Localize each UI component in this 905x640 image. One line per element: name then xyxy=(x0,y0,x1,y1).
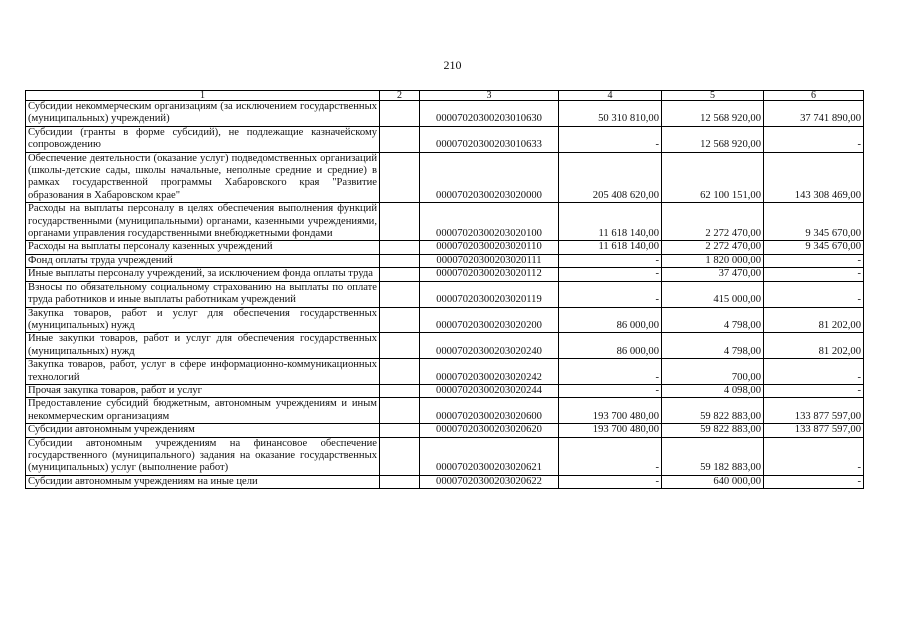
row-value-col4: 193 700 480,00 xyxy=(559,424,662,437)
row-value-col6: - xyxy=(764,359,864,385)
row-value-col4: - xyxy=(559,254,662,267)
page-number: 210 xyxy=(443,58,462,72)
row-code: 00007020300203020100 xyxy=(420,203,559,241)
row-value-col4: - xyxy=(559,359,662,385)
row-value-col6: - xyxy=(764,254,864,267)
row-value-col6: 133 877 597,00 xyxy=(764,398,864,424)
table-row xyxy=(26,254,864,267)
row-code: 00007020300203020600 xyxy=(420,398,559,424)
column-header-4: 4 xyxy=(559,91,662,101)
row-column-2 xyxy=(380,424,420,437)
column-header-6: 6 xyxy=(764,91,864,101)
row-value-col4: 86 000,00 xyxy=(559,333,662,359)
row-description: Закупка товаров, работ, услуг в сфере информационно-коммуникационных технологий xyxy=(26,359,380,385)
row-code: 00007020300203020621 xyxy=(420,437,559,475)
row-value-col6: - xyxy=(764,437,864,475)
row-description: Взносы по обязательному социальному страхованию на выплаты по оплате труда работников и иные выплаты работникам учреждений xyxy=(26,281,380,307)
row-column-2 xyxy=(380,126,420,152)
row-value-col4: - xyxy=(559,475,662,488)
table-row xyxy=(26,475,864,488)
table-row xyxy=(26,333,864,359)
row-description: Субсидии автономным учреждениям xyxy=(26,424,380,437)
row-value-col4: - xyxy=(559,384,662,397)
row-value-col5: 59 822 883,00 xyxy=(662,398,764,424)
table-row xyxy=(26,241,864,254)
row-value-col4: 86 000,00 xyxy=(559,307,662,333)
row-description: Расходы на выплаты персоналу в целях обеспечения выполнения функций государственными (муниципальными) органами, казенными учреждениями, органами управления государственными внебюджетными фондами xyxy=(26,203,380,241)
table-row xyxy=(26,203,864,241)
row-value-col5: 2 272 470,00 xyxy=(662,241,764,254)
row-code: 00007020300203020244 xyxy=(420,384,559,397)
table-row xyxy=(26,307,864,333)
row-value-col6: - xyxy=(764,384,864,397)
row-value-col5: 700,00 xyxy=(662,359,764,385)
budget-table xyxy=(25,90,864,489)
row-description: Субсидии (гранты в форме субсидий), не подлежащие казначейскому сопровождению xyxy=(26,126,380,152)
column-header-5: 5 xyxy=(662,91,764,101)
row-value-col4: 205 408 620,00 xyxy=(559,152,662,203)
row-value-col6: 81 202,00 xyxy=(764,307,864,333)
row-value-col4: 193 700 480,00 xyxy=(559,398,662,424)
row-column-2 xyxy=(380,281,420,307)
row-value-col5: 59 182 883,00 xyxy=(662,437,764,475)
row-description: Предоставление субсидий бюджетным, автономным учреждениям и иным некоммерческим организациям xyxy=(26,398,380,424)
row-value-col4: 11 618 140,00 xyxy=(559,241,662,254)
row-column-2 xyxy=(380,475,420,488)
table-row xyxy=(26,398,864,424)
row-column-2 xyxy=(380,254,420,267)
row-column-2 xyxy=(380,152,420,203)
row-value-col4: 50 310 810,00 xyxy=(559,101,662,127)
row-value-col5: 62 100 151,00 xyxy=(662,152,764,203)
row-column-2 xyxy=(380,384,420,397)
header-row xyxy=(26,91,864,101)
row-description: Расходы на выплаты персоналу казенных учреждений xyxy=(26,241,380,254)
row-value-col6: 9 345 670,00 xyxy=(764,203,864,241)
row-code: 00007020300203020110 xyxy=(420,241,559,254)
row-column-2 xyxy=(380,359,420,385)
row-value-col6: 143 308 469,00 xyxy=(764,152,864,203)
row-code: 00007020300203020000 xyxy=(420,152,559,203)
table-row xyxy=(26,437,864,475)
row-value-col4: - xyxy=(559,268,662,281)
row-value-col5: 2 272 470,00 xyxy=(662,203,764,241)
column-header-3: 3 xyxy=(420,91,559,101)
row-value-col6: 9 345 670,00 xyxy=(764,241,864,254)
row-code: 00007020300203020112 xyxy=(420,268,559,281)
row-description: Субсидии некоммерческим организациям (за исключением государственных (муниципальных) учреждений) xyxy=(26,101,380,127)
row-column-2 xyxy=(380,307,420,333)
table-row xyxy=(26,384,864,397)
column-header-2: 2 xyxy=(380,91,420,101)
row-code: 00007020300203020622 xyxy=(420,475,559,488)
row-value-col5: 37 470,00 xyxy=(662,268,764,281)
row-value-col4: - xyxy=(559,437,662,475)
row-code: 00007020300203010633 xyxy=(420,126,559,152)
row-value-col5: 12 568 920,00 xyxy=(662,101,764,127)
row-description: Обеспечение деятельности (оказание услуг) подведомственных организаций (школы-детские сады, школы начальные, неполные средние и средние) в рамках государственной программы Хабаровского края "Развитие образования в Хабаровском крае" xyxy=(26,152,380,203)
table-row xyxy=(26,126,864,152)
row-column-2 xyxy=(380,203,420,241)
row-value-col5: 4 798,00 xyxy=(662,307,764,333)
table-row xyxy=(26,359,864,385)
row-value-col6: 81 202,00 xyxy=(764,333,864,359)
row-value-col5: 4 098,00 xyxy=(662,384,764,397)
row-description: Иные закупки товаров, работ и услуг для обеспечения государственных (муниципальных) нужд xyxy=(26,333,380,359)
row-description: Фонд оплаты труда учреждений xyxy=(26,254,380,267)
row-column-2 xyxy=(380,333,420,359)
row-value-col5: 415 000,00 xyxy=(662,281,764,307)
table-row xyxy=(26,152,864,203)
row-column-2 xyxy=(380,241,420,254)
row-value-col4: - xyxy=(559,126,662,152)
row-description: Субсидии автономным учреждениям на финансовое обеспечение государственного (муниципального) задания на оказание государственных (муниципальных) услуг (выполнение работ) xyxy=(26,437,380,475)
row-description: Иные выплаты персоналу учреждений, за исключением фонда оплаты труда xyxy=(26,268,380,281)
row-value-col5: 640 000,00 xyxy=(662,475,764,488)
row-code: 00007020300203020620 xyxy=(420,424,559,437)
table-row xyxy=(26,101,864,127)
row-value-col5: 59 822 883,00 xyxy=(662,424,764,437)
row-column-2 xyxy=(380,268,420,281)
row-column-2 xyxy=(380,437,420,475)
row-value-col6: - xyxy=(764,126,864,152)
row-code: 00007020300203020119 xyxy=(420,281,559,307)
row-code: 00007020300203020242 xyxy=(420,359,559,385)
row-value-col5: 4 798,00 xyxy=(662,333,764,359)
row-column-2 xyxy=(380,101,420,127)
row-description: Субсидии автономным учреждениям на иные цели xyxy=(26,475,380,488)
row-value-col5: 12 568 920,00 xyxy=(662,126,764,152)
table-row xyxy=(26,268,864,281)
row-description: Закупка товаров, работ и услуг для обеспечения государственных (муниципальных) нужд xyxy=(26,307,380,333)
table-row xyxy=(26,281,864,307)
row-value-col6: 133 877 597,00 xyxy=(764,424,864,437)
column-header-1: 1 xyxy=(26,91,380,101)
table-body xyxy=(26,101,864,489)
row-value-col4: - xyxy=(559,281,662,307)
table-row xyxy=(26,424,864,437)
row-description: Прочая закупка товаров, работ и услуг xyxy=(26,384,380,397)
row-code: 00007020300203020200 xyxy=(420,307,559,333)
row-value-col4: 11 618 140,00 xyxy=(559,203,662,241)
row-column-2 xyxy=(380,398,420,424)
row-code: 00007020300203010630 xyxy=(420,101,559,127)
row-value-col5: 1 820 000,00 xyxy=(662,254,764,267)
row-value-col6: - xyxy=(764,281,864,307)
row-value-col6: - xyxy=(764,268,864,281)
row-value-col6: - xyxy=(764,475,864,488)
row-value-col6: 37 741 890,00 xyxy=(764,101,864,127)
row-code: 00007020300203020240 xyxy=(420,333,559,359)
row-code: 00007020300203020111 xyxy=(420,254,559,267)
